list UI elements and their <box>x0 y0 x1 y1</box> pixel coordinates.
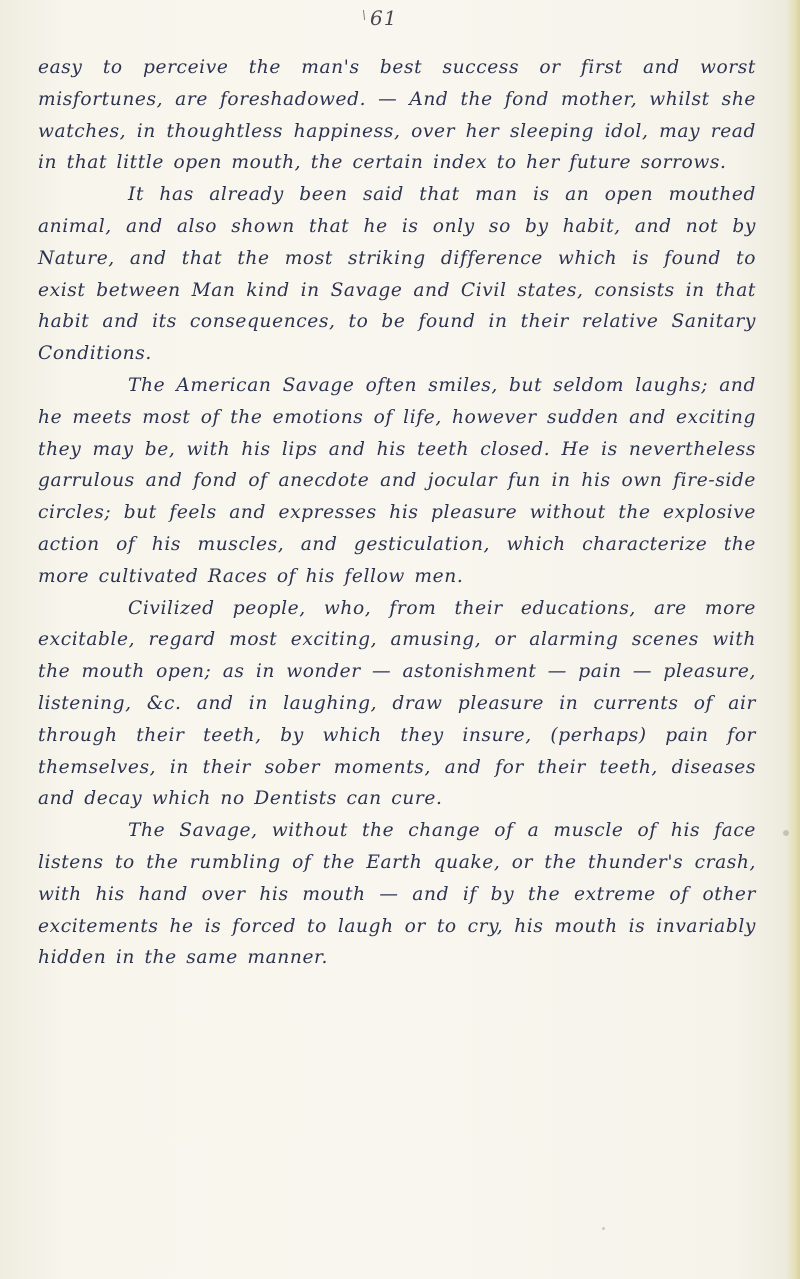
paragraph-4: Civilized people, who, from their educations, are more excitable, regard most exciting, amusing, or alarming scenes with the mouth open; as in wonder — astonishment — pain — pleasure, listening, &c. and in laughing, draw pleasure in currents of air through their teeth, by which they insure, (perhaps) pain for themselves, in their sober moments, and for their teeth, diseases and decay which no Dentists can cure. <box>38 597 756 810</box>
paragraph-5: The Savage, without the change of a muscle of his face listens to the rumbling of the Earth quake, or the thunder's crash, with his hand over his mouth — and if by the extreme of other excitements he is forced to laugh or to cry, his mouth is invariably hidden in the same manner. <box>38 820 756 969</box>
page-number-text: 61 <box>370 6 398 30</box>
paragraph-3: The American Savage often smiles, but seldom laughs; and he meets most of the emotions of life, however sudden and exciting they may be, with his lips and his teeth closed. He is nevertheless garrulous and fond of anecdote and jocular fun in his own fire-side circles; but feels and expresses his pleasure without the explosive action of his muscles, and gesticulation, which characterize the more cultivated Races of his fellow men. <box>38 374 756 587</box>
page-edge <box>786 0 800 1279</box>
ink-speck <box>602 1227 605 1230</box>
page-number <box>362 6 398 30</box>
ink-speck <box>783 830 789 836</box>
manuscript-body <box>38 52 756 974</box>
paragraph-2: It has already been said that man is an open mouthed animal, and also shown that he is only so by habit, and not by Nature, and that the most striking difference which is found to exist between Man kind in Savage and Civil states, consists in that habit and its consequences, to be found in their relative Sanitary Conditions. <box>38 184 756 365</box>
paragraph-1: easy to perceive the man's best success or first and worst misfortunes, are foreshadowed. — And the fond mother, whilst she watches, in thoughtless happiness, over her sleeping idol, may read in that little open mouth, the certain index to her future sorrows. <box>38 57 756 174</box>
page-mark: \ <box>362 8 368 22</box>
